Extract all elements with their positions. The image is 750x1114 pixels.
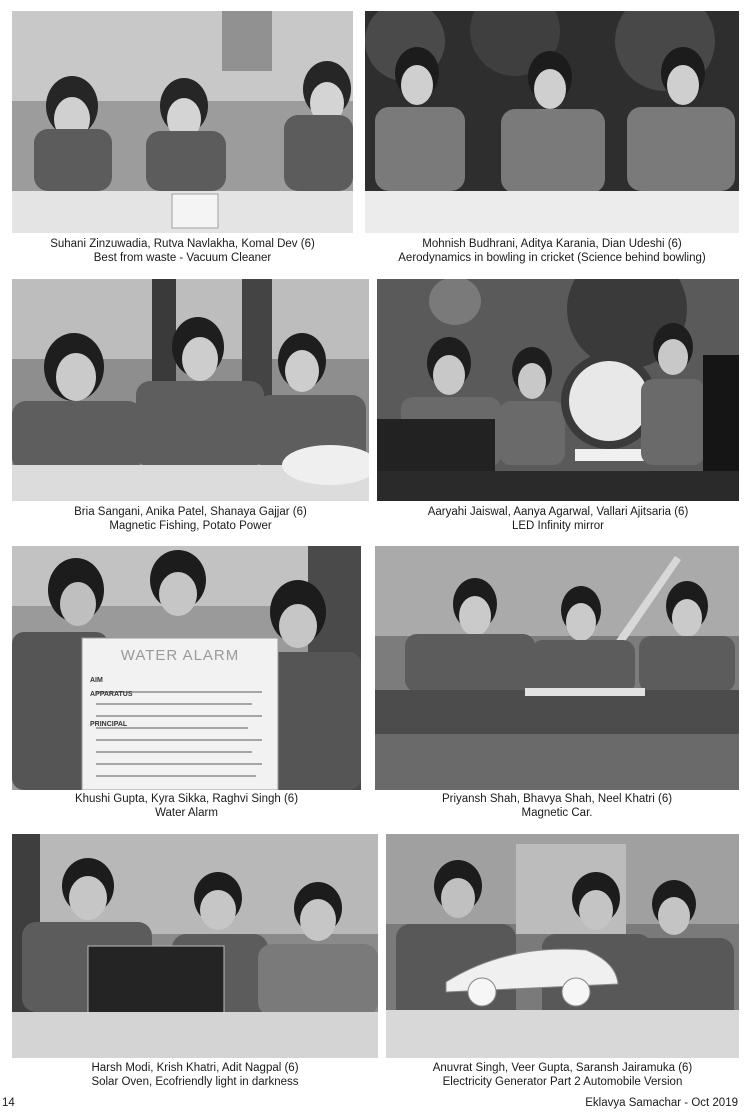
caption-project: Electricity Generator Part 2 Automobile Version <box>442 1076 683 1088</box>
poster-title: WATER ALARM <box>120 647 240 664</box>
photo-vacuum-cleaner <box>12 11 353 233</box>
caption-names: Harsh Modi, Krish Khatri, Adit Nagpal (6) <box>91 1062 299 1074</box>
photo-solar-oven <box>12 834 378 1058</box>
caption-project: Magnetic Fishing, Potato Power <box>109 520 272 532</box>
caption-names: Anuvrat Singh, Veer Gupta, Saransh Jairamuka (6) <box>432 1062 693 1074</box>
caption-electricity-generator <box>386 1061 739 1089</box>
caption-vacuum-cleaner <box>12 237 353 265</box>
caption-names: Priyansh Shah, Bhavya Shah, Neel Khatri (6) <box>441 793 673 805</box>
poster-aim-label: AIM <box>90 677 103 684</box>
poster-apparatus-label: APPARATUS <box>90 691 133 698</box>
caption-names: Mohnish Budhrani, Aditya Karania, Dian Udeshi (6) <box>422 238 682 250</box>
caption-led-infinity-mirror <box>377 505 739 533</box>
poster-principal-label: PRINCIPAL <box>90 721 128 728</box>
caption-names: Suhani Zinzuwadia, Rutva Navlakha, Komal Dev (6) <box>50 238 315 250</box>
photo-water-alarm <box>12 546 361 790</box>
photo-aerodynamics-bowling <box>365 11 739 233</box>
caption-project: Water Alarm <box>155 807 218 819</box>
caption-water-alarm <box>12 792 361 820</box>
caption-magnetic-car <box>375 792 739 820</box>
caption-project: Best from waste - Vacuum Cleaner <box>93 252 272 264</box>
publication-footer: Eklavya Samachar - Oct 2019 <box>585 1097 738 1109</box>
caption-names: Khushi Gupta, Kyra Sikka, Raghvi Singh (6) <box>74 793 299 805</box>
page-number: 14 <box>2 1097 15 1109</box>
photo-electricity-generator <box>386 834 739 1058</box>
photo-led-infinity-mirror <box>377 279 739 501</box>
photo-magnetic-car <box>375 546 739 790</box>
caption-project: Magnetic Car. <box>521 807 593 819</box>
photo-magnetic-fishing <box>12 279 369 501</box>
caption-names: Bria Sangani, Anika Patel, Shanaya Gajjar (6) <box>74 506 307 518</box>
caption-project: LED Infinity mirror <box>511 520 605 532</box>
caption-magnetic-fishing <box>12 505 369 533</box>
caption-names: Aaryahi Jaiswal, Aanya Agarwal, Vallari Ajitsaria (6) <box>427 506 689 518</box>
caption-aerodynamics-bowling <box>365 237 739 265</box>
caption-project: Aerodynamics in bowling in cricket (Science behind bowling) <box>398 252 706 264</box>
caption-solar-oven <box>12 1061 378 1089</box>
caption-project: Solar Oven, Ecofriendly light in darkness <box>91 1076 299 1088</box>
